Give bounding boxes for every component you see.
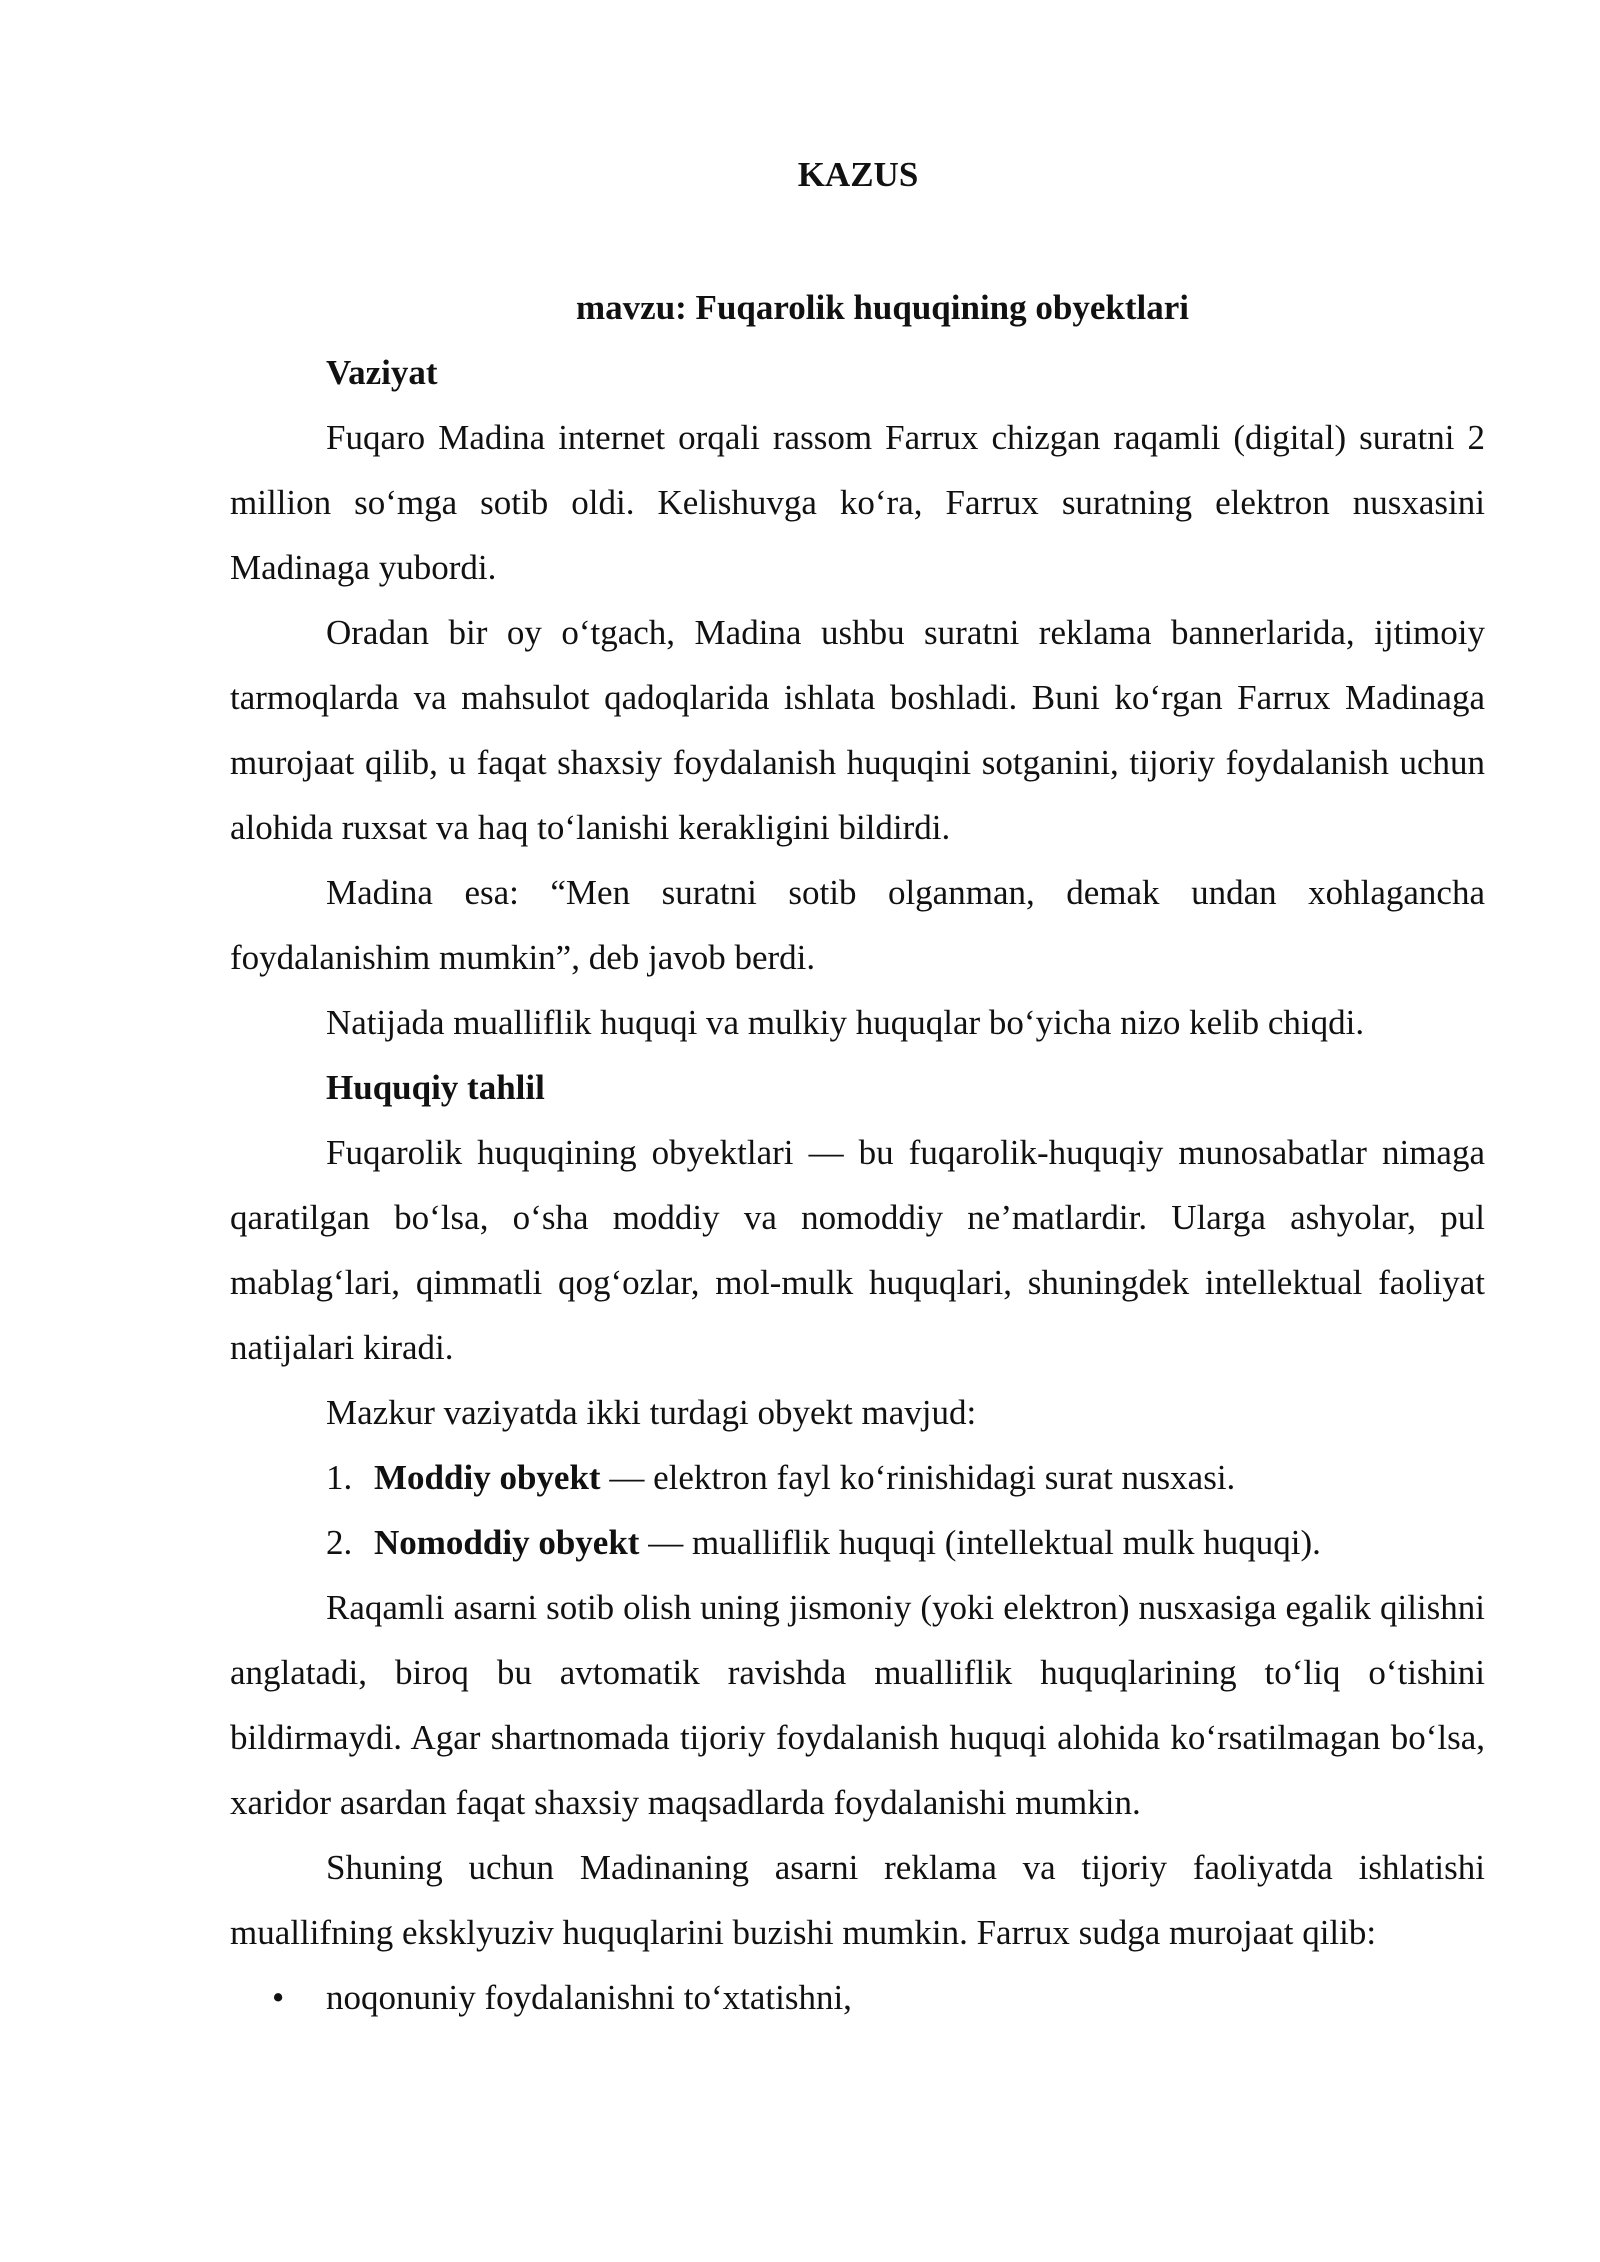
- paragraph-situation-1: Fuqaro Madina internet orqali rassom Farrux chizgan raqamli (digital) suratni 2 million so‘mga sotib oldi. Kelishuvga ko‘ra, Farrux suratning elektron nusxasini Madinaga yubordi.: [230, 418, 1485, 587]
- bullet-item-text: noqonuniy foydalanishni to‘xtatishni,: [326, 1978, 852, 2017]
- document-subtitle: mavzu: Fuqarolik huquqining obyektlari: [576, 288, 1189, 327]
- document-body: [230, 340, 1485, 2030]
- paragraph-situation-2: Oradan bir oy o‘tgach, Madina ushbu suratni reklama bannerlarida, ijtimoiy tarmoqlarda va mahsulot qadoqlarida ishlata boshladi. Buni ko‘rgan Farrux Madinaga murojaat qilib, u faqat shaxsiy foydalanish huquqini sotganini, tijoriy foydalanish uchun alohida ruxsat va haq to‘lanishi kerakligini bildirdi.: [230, 613, 1485, 847]
- document-title: KAZUS: [797, 155, 919, 194]
- numbered-list-item: [230, 1445, 1485, 1510]
- paragraph-analysis-3: Raqamli asarni sotib olish uning jismoniy (yoki elektron) nusxasiga egalik qilishni anglatadi, biroq bu avtomatik ravishda mualliflik huquqlarining to‘liq o‘tishini bildirmaydi. Agar shartnomada tijoriy foydalanish huquqi alohida ko‘rsatilmagan bo‘lsa, xaridor asardan faqat shaxsiy maqsadlarda foydalanishi mumkin.: [230, 1588, 1485, 1822]
- list-item-bold-term: Moddiy obyekt: [374, 1458, 601, 1497]
- paragraph-situation-4: Natijada mualliflik huquqi va mulkiy huquqlar bo‘yicha nizo kelib chiqdi.: [326, 1003, 1365, 1042]
- list-number: 2.: [326, 1523, 353, 1562]
- bullet-list-item: [230, 1965, 1485, 2030]
- paragraph-analysis-4: Shuning uchun Madinaning asarni reklama va tijoriy faoliyatda ishlatishi muallifning eksklyuziv huquqlarini buzishi mumkin. Farrux sudga murojaat qilib:: [230, 1848, 1485, 1952]
- numbered-list-item: [230, 1510, 1485, 1575]
- list-item-text: — elektron fayl ko‘rinishidagi surat nusxasi.: [600, 1458, 1236, 1497]
- section-heading-analysis: Huquqiy tahlil: [326, 1068, 545, 1107]
- bullet-marker: •: [272, 1978, 285, 2017]
- list-number: 1.: [326, 1458, 353, 1497]
- paragraph-analysis-2: Mazkur vaziyatda ikki turdagi obyekt mavjud:: [326, 1393, 977, 1432]
- paragraph-situation-3: Madina esa: “Men suratni sotib olganman, demak undan xohlagancha foydalanishim mumkin”, deb javob berdi.: [230, 873, 1485, 977]
- list-item-bold-term: Nomoddiy obyekt: [374, 1523, 640, 1562]
- paragraph-analysis-1: Fuqarolik huquqining obyektlari — bu fuqarolik-huquqiy munosabatlar nimaga qaratilgan bo‘lsa, o‘sha moddiy va nomoddiy ne’matlardir. Ularga ashyolar, pul mablag‘lari, qimmatli qog‘ozlar, mol-mulk huquqlari, shuningdek intellektual faoliyat natijalari kiradi.: [230, 1133, 1485, 1367]
- section-heading-situation: Vaziyat: [326, 353, 438, 392]
- list-item-text: — mualliflik huquqi (intellektual mulk huquqi).: [639, 1523, 1321, 1562]
